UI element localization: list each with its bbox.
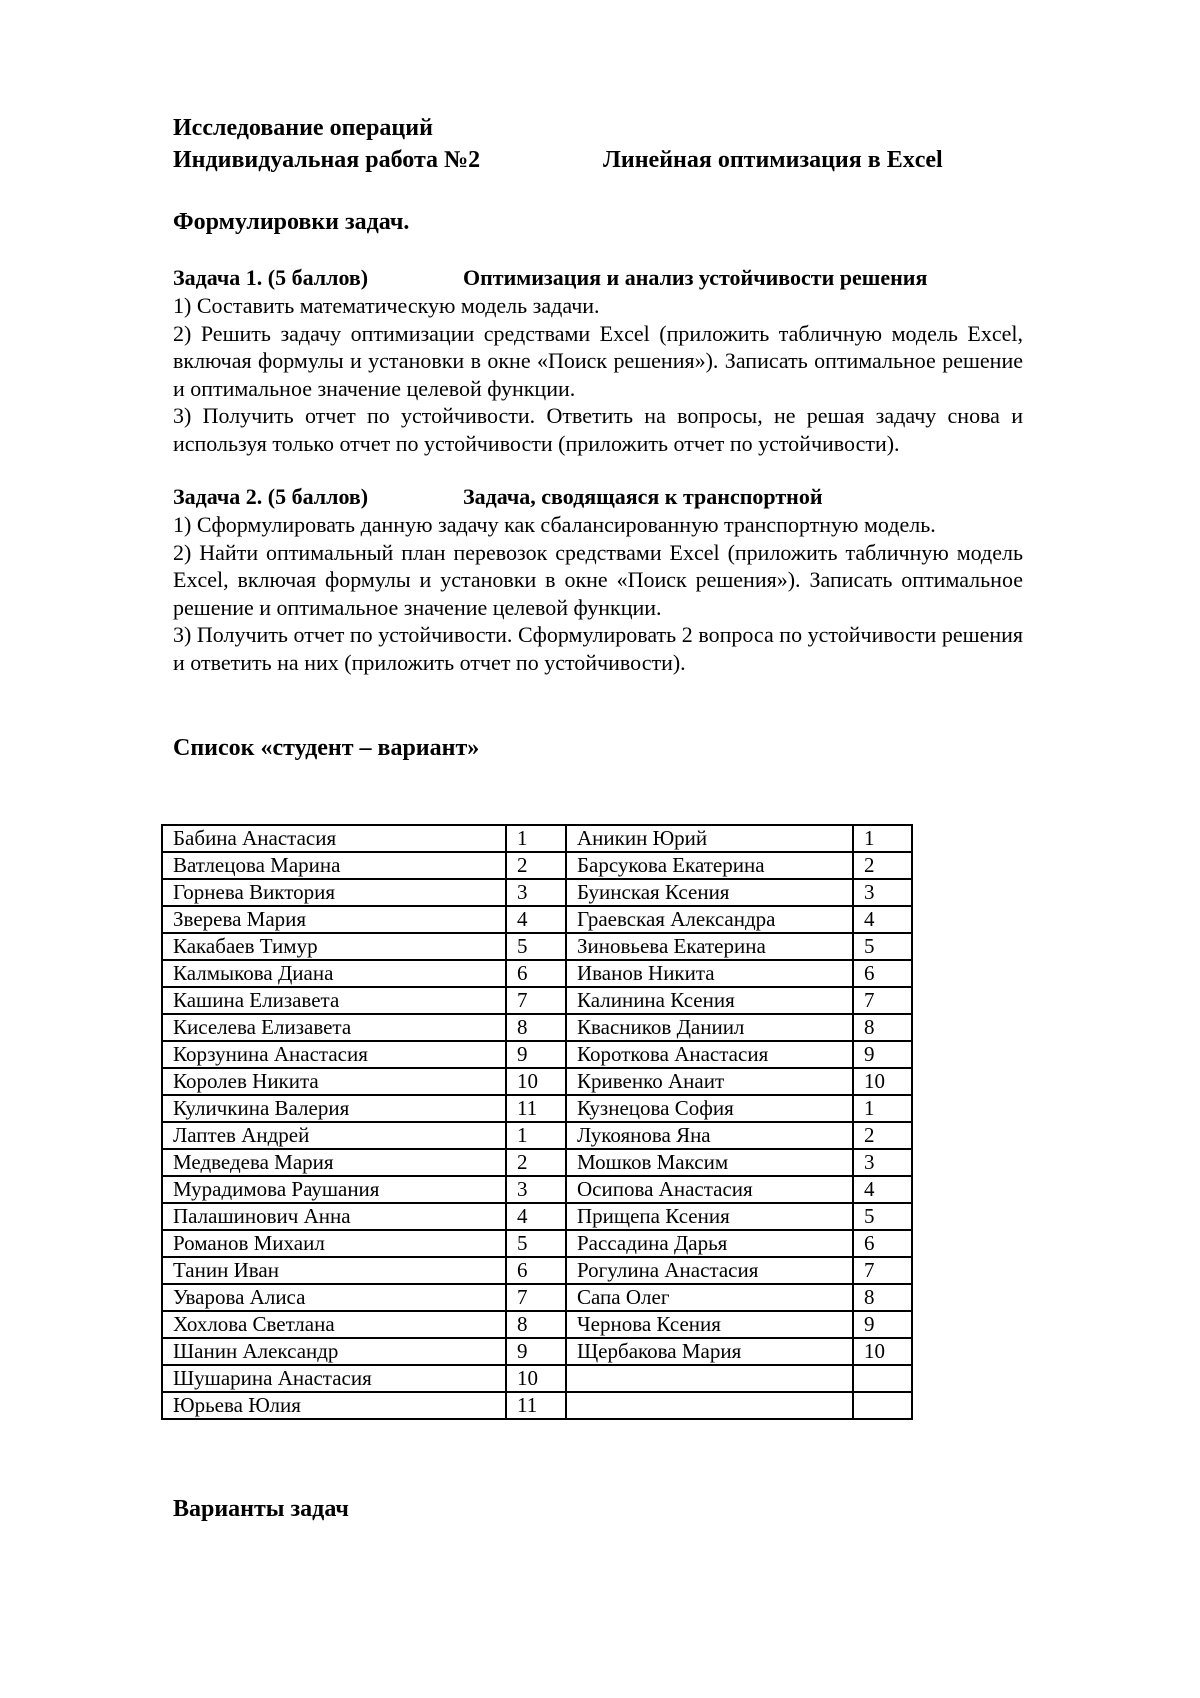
task2-step3: 3) Получить отчет по устойчивости. Сформулировать 2 вопроса по устойчивости решения и ответить на них (приложить отчет по устойчивости). [173, 622, 1023, 675]
table-row [162, 825, 912, 852]
student-name-cell: Медведева Мария [162, 1149, 506, 1176]
student-name-cell: Шушарина Анастасия [162, 1365, 506, 1392]
variant-number-cell: 6 [853, 1230, 912, 1257]
table-row [162, 1014, 912, 1041]
work-topic: Линейная оптимизация в Excel [603, 147, 943, 173]
student-name-cell: Мошков Максим [566, 1149, 853, 1176]
student-variant-table [161, 824, 913, 1420]
table-row [162, 1338, 912, 1365]
student-name-cell: Лаптев Андрей [162, 1122, 506, 1149]
student-name-cell: Барсукова Екатерина [566, 852, 853, 879]
task1-step2: 2) Решить задачу оптимизации средствами Excel (приложить табличную модель Excel, включая формулы и установки в окне «Поиск решения»). Записать оптимальное решение и оптимальное значение целевой функции. [173, 320, 1023, 401]
student-name-cell: Какабаев Тимур [162, 933, 506, 960]
task1-step3: 3) Получить отчет по устойчивости. Ответить на вопросы, не решая задачу снова и используя только отчет по устойчивости (приложить отчет по устойчивости). [173, 403, 1023, 456]
variant-number-cell: 3 [853, 1149, 912, 1176]
table-row [162, 852, 912, 879]
student-name-cell: Куличкина Валерия [162, 1095, 506, 1122]
task1-heading [173, 264, 1023, 292]
student-name-cell: Кашина Елизавета [162, 987, 506, 1014]
student-name-cell: Аникин Юрий [566, 825, 853, 852]
student-name-cell: Танин Иван [162, 1257, 506, 1284]
student-name-cell: Юрьева Юлия [162, 1392, 506, 1419]
task2-step2: 2) Найти оптимальный план перевозок средствами Excel (приложить табличную модель Excel, включая формулы и установки в окне «Поиск решения»). Записать оптимальное решение и оптимальное значение целевой функции. [173, 539, 1023, 620]
course-title: Исследование операций [173, 115, 433, 141]
work-title: Индивидуальная работа №2 [173, 147, 481, 173]
variant-number-cell: 3 [853, 879, 912, 906]
student-list-title: Список «студент – вариант» [173, 735, 480, 761]
variant-number-cell [853, 1365, 912, 1392]
variant-number-cell: 8 [506, 1014, 566, 1041]
table-row [162, 1176, 912, 1203]
variant-number-cell: 10 [506, 1365, 566, 1392]
variant-number-cell: 7 [853, 1257, 912, 1284]
variant-number-cell: 6 [506, 960, 566, 987]
student-name-cell: Горнева Виктория [162, 879, 506, 906]
table-row [162, 1041, 912, 1068]
variant-number-cell: 10 [853, 1338, 912, 1365]
task2-heading [173, 483, 1023, 511]
student-name-cell: Мурадимова Раушания [162, 1176, 506, 1203]
variant-number-cell: 10 [506, 1068, 566, 1095]
student-name-cell: Ватлецова Марина [162, 852, 506, 879]
variant-number-cell: 8 [506, 1311, 566, 1338]
student-name-cell: Лукоянова Яна [566, 1122, 853, 1149]
student-name-cell: Калмыкова Диана [162, 960, 506, 987]
variant-number-cell: 3 [506, 879, 566, 906]
student-name-cell: Уварова Алиса [162, 1284, 506, 1311]
variant-number-cell: 5 [506, 1230, 566, 1257]
variant-number-cell: 2 [853, 852, 912, 879]
variant-number-cell: 9 [506, 1041, 566, 1068]
student-name-cell: Кузнецова София [566, 1095, 853, 1122]
student-name-cell: Буинская Ксения [566, 879, 853, 906]
table-row [162, 987, 912, 1014]
student-name-cell: Граевская Александра [566, 906, 853, 933]
student-name-cell: Калинина Ксения [566, 987, 853, 1014]
student-name-cell: Щербакова Мария [566, 1338, 853, 1365]
variant-number-cell: 1 [506, 825, 566, 852]
student-name-cell: Сапа Олег [566, 1284, 853, 1311]
variant-number-cell: 8 [853, 1014, 912, 1041]
student-name-cell [566, 1365, 853, 1392]
student-name-cell: Зиновьева Екатерина [566, 933, 853, 960]
task2-label: Задача 2. (5 баллов) [173, 484, 369, 509]
student-name-cell: Палашинович Анна [162, 1203, 506, 1230]
variant-number-cell: 7 [853, 987, 912, 1014]
work-title-row [173, 144, 1023, 176]
student-name-cell: Романов Михаил [162, 1230, 506, 1257]
student-name-cell: Рассадина Дарья [566, 1230, 853, 1257]
table-row [162, 1122, 912, 1149]
variant-number-cell: 2 [506, 852, 566, 879]
variant-number-cell: 11 [506, 1095, 566, 1122]
table-row [162, 1230, 912, 1257]
task2-step1: 1) Сформулировать данную задачу как сбалансированную транспортную модель. [173, 512, 936, 537]
document-page [173, 112, 1023, 764]
table-row [162, 906, 912, 933]
variant-number-cell: 6 [506, 1257, 566, 1284]
variant-number-cell [853, 1392, 912, 1419]
student-name-cell: Рогулина Анастасия [566, 1257, 853, 1284]
variant-number-cell: 4 [853, 1176, 912, 1203]
variant-number-cell: 9 [506, 1338, 566, 1365]
task1-step1: 1) Составить математическую модель задачи. [173, 293, 600, 318]
table-row [162, 1095, 912, 1122]
task1-label: Задача 1. (5 баллов) [173, 265, 369, 290]
formulations-title: Формулировки задач. [173, 209, 410, 235]
student-name-cell: Прищепа Ксения [566, 1203, 853, 1230]
variant-number-cell: 5 [853, 1203, 912, 1230]
table-row [162, 960, 912, 987]
variant-number-cell: 2 [506, 1149, 566, 1176]
student-name-cell: Киселева Елизавета [162, 1014, 506, 1041]
student-name-cell: Квасников Даниил [566, 1014, 853, 1041]
student-name-cell: Чернова Ксения [566, 1311, 853, 1338]
variant-number-cell: 9 [853, 1311, 912, 1338]
student-table-body [162, 825, 912, 1419]
variant-number-cell: 4 [853, 906, 912, 933]
student-name-cell: Бабина Анастасия [162, 825, 506, 852]
student-name-cell: Королев Никита [162, 1068, 506, 1095]
variant-number-cell: 6 [853, 960, 912, 987]
student-name-cell: Осипова Анастасия [566, 1176, 853, 1203]
student-name-cell [566, 1392, 853, 1419]
variant-number-cell: 7 [506, 1284, 566, 1311]
variant-number-cell: 4 [506, 1203, 566, 1230]
variant-number-cell: 1 [853, 825, 912, 852]
table-row [162, 1284, 912, 1311]
variant-number-cell: 8 [853, 1284, 912, 1311]
table-row [162, 1365, 912, 1392]
student-name-cell: Кривенко Анаит [566, 1068, 853, 1095]
variant-number-cell: 11 [506, 1392, 566, 1419]
table-row [162, 933, 912, 960]
table-row [162, 1257, 912, 1284]
student-name-cell: Корзунина Анастасия [162, 1041, 506, 1068]
task2-title: Задача, сводящаяся к транспортной [463, 484, 823, 509]
student-name-cell: Хохлова Светлана [162, 1311, 506, 1338]
variants-title: Варианты задач [173, 1496, 349, 1522]
student-name-cell: Шанин Александр [162, 1338, 506, 1365]
variant-number-cell: 5 [506, 933, 566, 960]
variant-number-cell: 5 [853, 933, 912, 960]
student-name-cell: Короткова Анастасия [566, 1041, 853, 1068]
variant-number-cell: 1 [853, 1095, 912, 1122]
table-row [162, 1392, 912, 1419]
table-row [162, 1203, 912, 1230]
table-row [162, 1149, 912, 1176]
table-row [162, 1068, 912, 1095]
variant-number-cell: 9 [853, 1041, 912, 1068]
student-name-cell: Иванов Никита [566, 960, 853, 987]
table-row [162, 879, 912, 906]
variant-number-cell: 4 [506, 906, 566, 933]
variant-number-cell: 2 [853, 1122, 912, 1149]
variant-number-cell: 1 [506, 1122, 566, 1149]
task1-title: Оптимизация и анализ устойчивости решения [463, 265, 928, 290]
table-row [162, 1311, 912, 1338]
student-name-cell: Зверева Мария [162, 906, 506, 933]
variant-number-cell: 7 [506, 987, 566, 1014]
variant-number-cell: 10 [853, 1068, 912, 1095]
variant-number-cell: 3 [506, 1176, 566, 1203]
